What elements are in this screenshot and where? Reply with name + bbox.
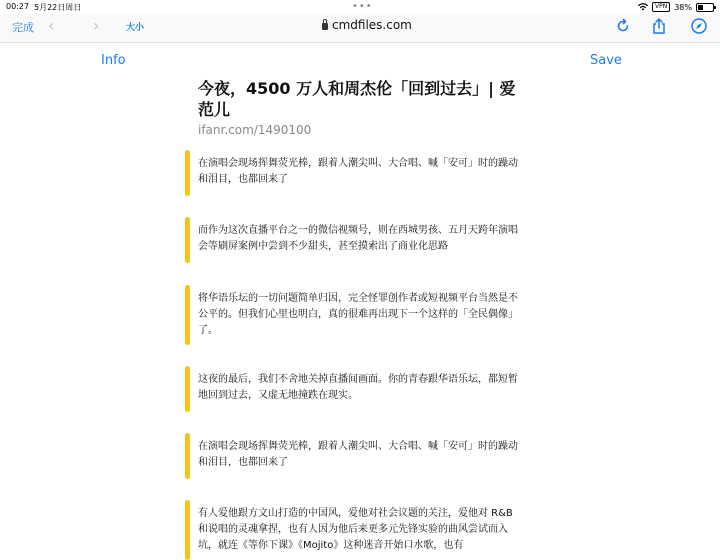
done-button[interactable]: 完成: [12, 21, 34, 34]
quote-text: 将华语乐坛的一切问题简单归因，完全怪罪创作者或短视频平台当然是不公平的。但我们心里也明白，真的很难再出现下一个这样的「全民偶像」了。: [198, 293, 518, 336]
highlight-quote: [185, 500, 525, 551]
back-chevron-icon[interactable]: ‹: [48, 16, 55, 35]
quote-text: 在演唱会现场挥舞荧光棒，跟着人潮尖叫、大合唱、喊「安可」时的躁动和泪目，也都回来了: [198, 158, 518, 185]
highlight-bar: [185, 500, 190, 560]
battery-percent: 38%: [674, 2, 692, 12]
highlight-quote: [185, 217, 525, 265]
share-icon[interactable]: [650, 17, 668, 35]
text-size-button[interactable]: 大小: [126, 23, 145, 33]
highlight-bar: [185, 217, 190, 263]
highlight-bar: [185, 285, 190, 345]
quote-text: 有人爱他跟方文山打造的中国风，爱他对社会议题的关注，爱他对 R&B 和说唱的灵魂拿捏，也有人因为他后来更多元先锋实验的曲风尝试而入坑，就连《等你下课》《Mojito》这种迷音开始口水歌，也有: [198, 508, 513, 551]
quote-text: 这夜的最后，我们不舍地关掉直播间画面。你的青春跟华语乐坛，都短暂地回到过去，又虚无地撞跌在现实。: [198, 374, 518, 401]
highlight-bar: [185, 150, 190, 196]
status-date: 5月22日周日: [34, 3, 82, 12]
highlight-bar: [185, 433, 190, 479]
status-right: [638, 2, 714, 12]
url-text: cmdfiles.com: [332, 18, 412, 32]
highlight-bar: [185, 366, 190, 412]
wifi-icon: [638, 3, 648, 11]
article-title: 今夜，4500 万人和周杰伦「回到过去」| 爱范儿: [198, 79, 516, 119]
multitasking-dots-icon[interactable]: •••: [352, 1, 373, 12]
reload-icon[interactable]: [614, 17, 632, 35]
highlight-quote: [185, 366, 525, 414]
compass-icon[interactable]: [690, 17, 708, 35]
save-button[interactable]: Save: [590, 53, 622, 68]
status-time: 00:27: [6, 2, 30, 11]
address-bar[interactable]: [322, 18, 412, 32]
forward-chevron-icon[interactable]: ›: [93, 16, 100, 35]
article-header: [198, 78, 528, 137]
battery-icon: [696, 3, 714, 12]
vpn-badge: VPN: [652, 2, 670, 12]
quote-text: 而作为这次直播平台之一的微信视频号，则在西城男孩、五月天跨年演唱会等刷屏案例中尝到不少甜头，甚至摸索出了商业化思路: [198, 225, 518, 252]
highlight-quote: [185, 433, 525, 481]
article-source[interactable]: ifanr.com/1490100: [198, 123, 312, 137]
browser-nav-bar: [0, 14, 720, 43]
highlight-quote: [185, 285, 525, 347]
lock-icon: [322, 23, 328, 30]
status-bar: [0, 0, 720, 14]
quote-text: 在演唱会现场挥舞荧光棒，跟着人潮尖叫、大合唱、喊「安可」时的躁动和泪目，也都回来了: [198, 441, 518, 468]
highlight-quote: [185, 150, 525, 198]
battery-fill: [698, 5, 703, 10]
info-button[interactable]: Info: [101, 53, 126, 68]
